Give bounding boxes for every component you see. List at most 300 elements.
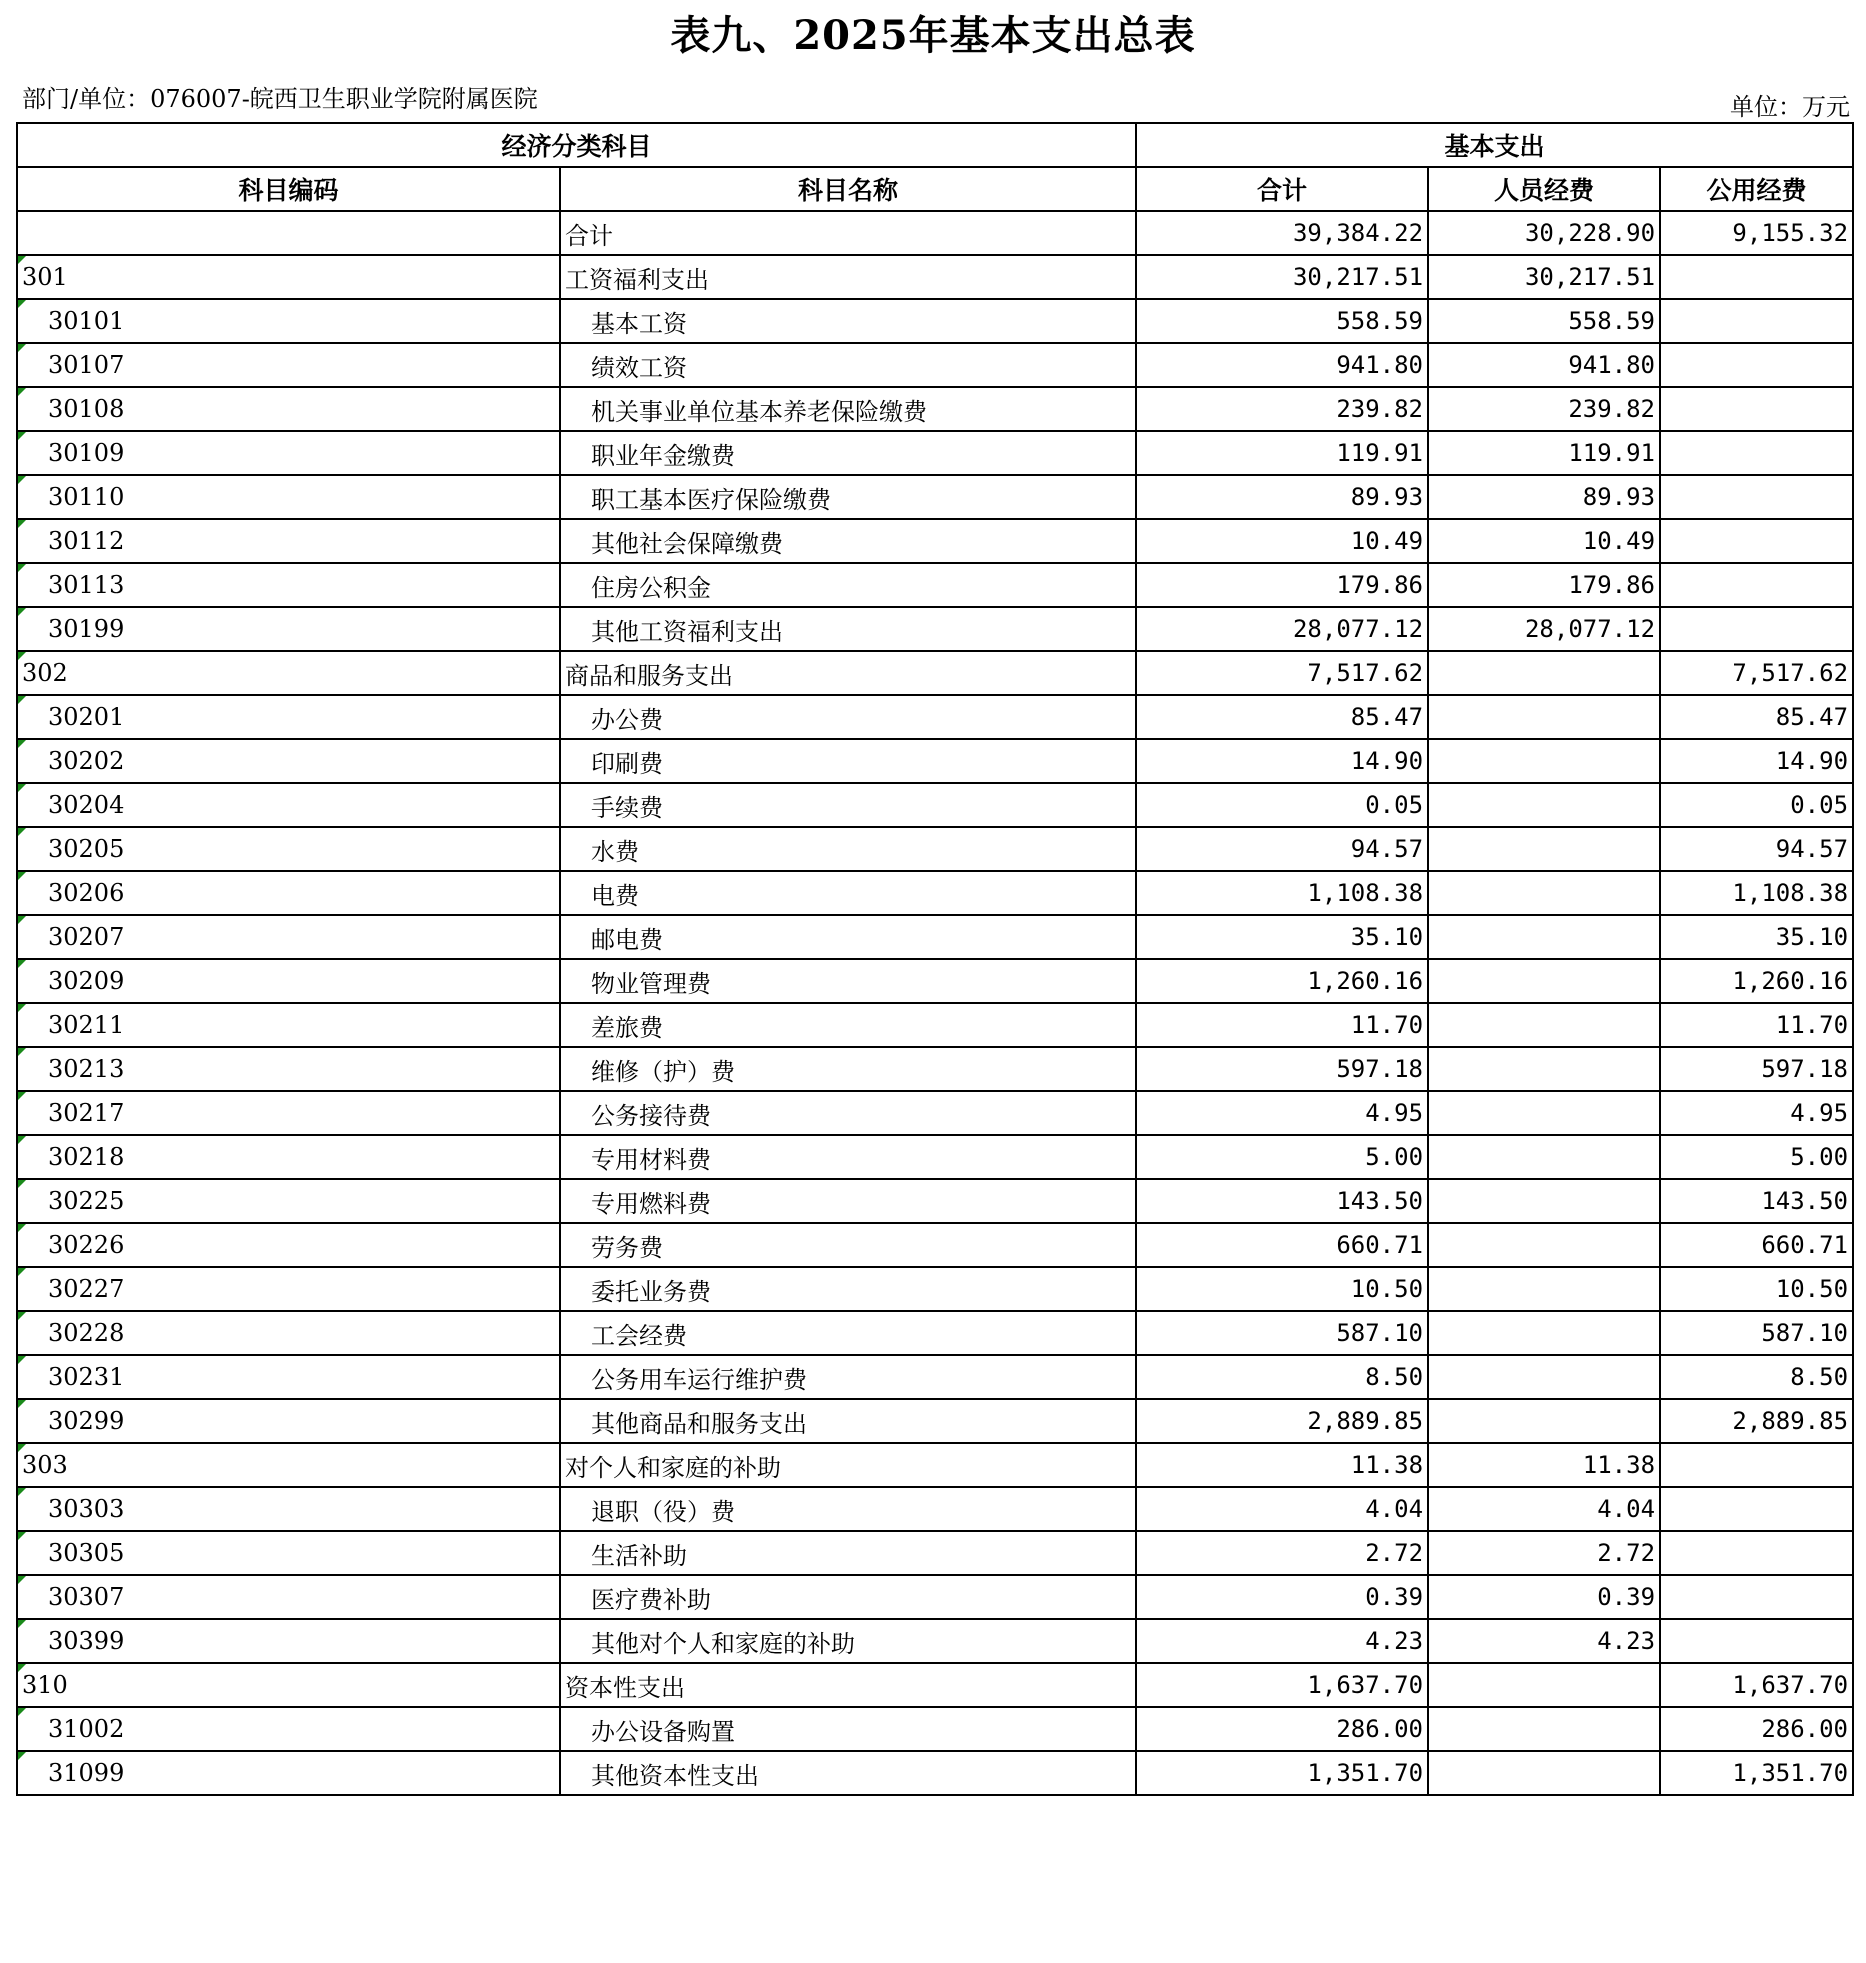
cell-name[interactable]: 邮电费 <box>560 915 1136 959</box>
cell-public[interactable] <box>1660 1575 1853 1619</box>
cell-name[interactable]: 绩效工资 <box>560 343 1136 387</box>
cell-name[interactable]: 公务接待费 <box>560 1091 1136 1135</box>
cell-code-text: 30228 <box>48 1319 125 1347</box>
table-row <box>17 1443 1853 1487</box>
cell-name[interactable]: 专用材料费 <box>560 1135 1136 1179</box>
text-number-marker-icon <box>18 696 26 704</box>
cell-code-text: 30213 <box>48 1055 125 1083</box>
cell-code[interactable] <box>17 387 560 431</box>
table-row <box>17 255 1853 299</box>
text-number-marker-icon <box>18 608 26 616</box>
cell-personnel[interactable]: 4.04 <box>1428 1487 1660 1531</box>
cell-public[interactable] <box>1660 255 1853 299</box>
cell-public[interactable] <box>1660 519 1853 563</box>
text-number-marker-icon <box>18 740 26 748</box>
cell-total[interactable]: 0.05 <box>1136 783 1428 827</box>
cell-code[interactable] <box>17 1135 560 1179</box>
cell-name[interactable]: 其他工资福利支出 <box>560 607 1136 651</box>
cell-personnel[interactable]: 11.38 <box>1428 1443 1660 1487</box>
cell-total[interactable]: 2.72 <box>1136 1531 1428 1575</box>
cell-total[interactable]: 1,108.38 <box>1136 871 1428 915</box>
text-number-marker-icon <box>18 1092 26 1100</box>
table-row <box>17 387 1853 431</box>
cell-name[interactable]: 资本性支出 <box>560 1663 1136 1707</box>
table-row <box>17 607 1853 651</box>
cell-total[interactable]: 8.50 <box>1136 1355 1428 1399</box>
text-number-marker-icon <box>18 564 26 572</box>
cell-code-text: 30209 <box>48 967 125 995</box>
table-row <box>17 959 1853 1003</box>
cell-code-text: 310 <box>22 1671 68 1699</box>
cell-code[interactable] <box>17 651 560 695</box>
cell-code[interactable] <box>17 1355 560 1399</box>
cell-code-text: 30112 <box>48 527 125 555</box>
cell-public[interactable]: 0.05 <box>1660 783 1853 827</box>
cell-code[interactable] <box>17 607 560 651</box>
cell-total[interactable]: 587.10 <box>1136 1311 1428 1355</box>
cell-code[interactable] <box>17 1663 560 1707</box>
cell-public[interactable] <box>1660 563 1853 607</box>
cell-code[interactable] <box>17 1399 560 1443</box>
cell-name[interactable]: 商品和服务支出 <box>560 651 1136 695</box>
cell-personnel[interactable]: 558.59 <box>1428 299 1660 343</box>
cell-public[interactable]: 5.00 <box>1660 1135 1853 1179</box>
cell-total[interactable]: 2,889.85 <box>1136 1399 1428 1443</box>
cell-name[interactable]: 委托业务费 <box>560 1267 1136 1311</box>
cell-personnel[interactable] <box>1428 1223 1660 1267</box>
cell-code[interactable] <box>17 519 560 563</box>
text-number-marker-icon <box>18 872 26 880</box>
cell-total[interactable]: 14.90 <box>1136 739 1428 783</box>
cell-personnel[interactable] <box>1428 739 1660 783</box>
cell-personnel[interactable] <box>1428 1003 1660 1047</box>
cell-code[interactable] <box>17 1751 560 1795</box>
cell-name[interactable]: 劳务费 <box>560 1223 1136 1267</box>
cell-code[interactable] <box>17 827 560 871</box>
cell-public[interactable] <box>1660 431 1853 475</box>
cell-total[interactable]: 89.93 <box>1136 475 1428 519</box>
cell-public[interactable]: 4.95 <box>1660 1091 1853 1135</box>
table-row <box>17 871 1853 915</box>
cell-personnel[interactable]: 0.39 <box>1428 1575 1660 1619</box>
cell-code[interactable] <box>17 1223 560 1267</box>
cell-public[interactable] <box>1660 1619 1853 1663</box>
text-number-marker-icon <box>18 784 26 792</box>
cell-code[interactable] <box>17 1531 560 1575</box>
cell-personnel[interactable] <box>1428 1267 1660 1311</box>
cell-public[interactable]: 597.18 <box>1660 1047 1853 1091</box>
cell-code-text: 30303 <box>48 1495 125 1523</box>
cell-code-text: 30202 <box>48 747 125 775</box>
cell-code-text: 30109 <box>48 439 125 467</box>
cell-public[interactable]: 8.50 <box>1660 1355 1853 1399</box>
cell-name[interactable]: 办公费 <box>560 695 1136 739</box>
cell-public[interactable]: 7,517.62 <box>1660 651 1853 695</box>
expenditure-table <box>16 122 1854 1796</box>
cell-public[interactable]: 2,889.85 <box>1660 1399 1853 1443</box>
text-number-marker-icon <box>18 1664 26 1672</box>
cell-code[interactable] <box>17 1267 560 1311</box>
text-number-marker-icon <box>18 828 26 836</box>
cell-personnel[interactable] <box>1428 1179 1660 1223</box>
cell-name[interactable]: 差旅费 <box>560 1003 1136 1047</box>
cell-personnel[interactable] <box>1428 1663 1660 1707</box>
cell-code-text: 31002 <box>48 1715 125 1743</box>
cell-public[interactable]: 1,351.70 <box>1660 1751 1853 1795</box>
cell-personnel[interactable]: 239.82 <box>1428 387 1660 431</box>
cell-code[interactable] <box>17 1443 560 1487</box>
text-number-marker-icon <box>18 1356 26 1364</box>
cell-personnel[interactable] <box>1428 1091 1660 1135</box>
text-number-marker-icon <box>18 652 26 660</box>
cell-personnel[interactable] <box>1428 827 1660 871</box>
cell-total[interactable]: 10.49 <box>1136 519 1428 563</box>
table-row <box>17 1047 1853 1091</box>
cell-name[interactable]: 办公设备购置 <box>560 1707 1136 1751</box>
cell-total[interactable]: 286.00 <box>1136 1707 1428 1751</box>
table-row <box>17 1707 1853 1751</box>
table-row <box>17 1135 1853 1179</box>
table-row <box>17 431 1853 475</box>
cell-total[interactable]: 5.00 <box>1136 1135 1428 1179</box>
cell-public[interactable]: 85.47 <box>1660 695 1853 739</box>
cell-public[interactable]: 94.57 <box>1660 827 1853 871</box>
cell-public[interactable] <box>1660 607 1853 651</box>
header-name: 科目名称 <box>560 167 1136 211</box>
cell-total[interactable]: 10.50 <box>1136 1267 1428 1311</box>
cell-total[interactable]: 85.47 <box>1136 695 1428 739</box>
cell-total[interactable]: 558.59 <box>1136 299 1428 343</box>
text-number-marker-icon <box>18 256 26 264</box>
cell-public[interactable] <box>1660 1531 1853 1575</box>
text-number-marker-icon <box>18 1400 26 1408</box>
cell-code-text: 30227 <box>48 1275 125 1303</box>
cell-code[interactable] <box>17 1707 560 1751</box>
cell-code-text: 30204 <box>48 791 125 819</box>
table-row <box>17 1355 1853 1399</box>
cell-total[interactable]: 143.50 <box>1136 1179 1428 1223</box>
cell-code[interactable] <box>17 695 560 739</box>
cell-code-text: 30225 <box>48 1187 125 1215</box>
cell-total[interactable]: 7,517.62 <box>1136 651 1428 695</box>
text-number-marker-icon <box>18 1488 26 1496</box>
cell-code[interactable] <box>17 211 560 255</box>
cell-name[interactable]: 其他商品和服务支出 <box>560 1399 1136 1443</box>
cell-code[interactable] <box>17 1179 560 1223</box>
cell-public[interactable]: 35.10 <box>1660 915 1853 959</box>
header-public: 公用经费 <box>1660 167 1853 211</box>
cell-personnel[interactable] <box>1428 915 1660 959</box>
table-row <box>17 739 1853 783</box>
table-row <box>17 519 1853 563</box>
cell-personnel[interactable]: 30,217.51 <box>1428 255 1660 299</box>
table-row <box>17 1751 1853 1795</box>
cell-code[interactable] <box>17 1003 560 1047</box>
table-row <box>17 1179 1853 1223</box>
table-row <box>17 651 1853 695</box>
cell-code-text: 30201 <box>48 703 125 731</box>
text-number-marker-icon <box>18 1268 26 1276</box>
cell-personnel[interactable]: 89.93 <box>1428 475 1660 519</box>
header-row-group <box>17 123 1853 167</box>
header-row-columns <box>17 167 1853 211</box>
cell-name[interactable]: 公务用车运行维护费 <box>560 1355 1136 1399</box>
cell-code-text: 30218 <box>48 1143 125 1171</box>
cell-code-text: 30217 <box>48 1099 125 1127</box>
cell-code-text: 30211 <box>48 1011 125 1039</box>
page-title: 表九、2025年基本支出总表 <box>670 12 1196 59</box>
cell-total[interactable]: 119.91 <box>1136 431 1428 475</box>
cell-total[interactable]: 94.57 <box>1136 827 1428 871</box>
cell-public[interactable] <box>1660 299 1853 343</box>
cell-name[interactable]: 水费 <box>560 827 1136 871</box>
cell-name[interactable]: 职工基本医疗保险缴费 <box>560 475 1136 519</box>
header-economic-category: 经济分类科目 <box>17 123 1136 167</box>
cell-code[interactable] <box>17 1311 560 1355</box>
table-row <box>17 211 1853 255</box>
table-row <box>17 1487 1853 1531</box>
text-number-marker-icon <box>18 1224 26 1232</box>
cell-public[interactable]: 1,637.70 <box>1660 1663 1853 1707</box>
cell-total[interactable]: 660.71 <box>1136 1223 1428 1267</box>
cell-code-text: 30305 <box>48 1539 125 1567</box>
text-number-marker-icon <box>18 300 26 308</box>
cell-code-text: 30299 <box>48 1407 125 1435</box>
cell-total[interactable]: 597.18 <box>1136 1047 1428 1091</box>
cell-code[interactable] <box>17 915 560 959</box>
cell-code-text: 31099 <box>48 1759 125 1787</box>
cell-code[interactable] <box>17 299 560 343</box>
table-row <box>17 827 1853 871</box>
cell-code-text: 30206 <box>48 879 125 907</box>
cell-total[interactable]: 179.86 <box>1136 563 1428 607</box>
cell-code-text: 30207 <box>48 923 125 951</box>
text-number-marker-icon <box>18 520 26 528</box>
cell-public[interactable]: 660.71 <box>1660 1223 1853 1267</box>
cell-name[interactable]: 生活补助 <box>560 1531 1136 1575</box>
cell-public[interactable]: 587.10 <box>1660 1311 1853 1355</box>
table-row <box>17 783 1853 827</box>
header-personnel: 人员经费 <box>1428 167 1660 211</box>
cell-personnel[interactable] <box>1428 651 1660 695</box>
cell-total[interactable]: 0.39 <box>1136 1575 1428 1619</box>
cell-code[interactable] <box>17 1487 560 1531</box>
cell-name[interactable]: 工资福利支出 <box>560 255 1136 299</box>
cell-code-text: 30307 <box>48 1583 125 1611</box>
table-row <box>17 475 1853 519</box>
cell-code-text: 30113 <box>48 571 125 599</box>
cell-name[interactable]: 手续费 <box>560 783 1136 827</box>
table-row <box>17 1267 1853 1311</box>
cell-code[interactable] <box>17 959 560 1003</box>
cell-total[interactable]: 239.82 <box>1136 387 1428 431</box>
cell-name[interactable]: 住房公积金 <box>560 563 1136 607</box>
cell-personnel[interactable]: 4.23 <box>1428 1619 1660 1663</box>
table-row <box>17 1531 1853 1575</box>
text-number-marker-icon <box>18 1180 26 1188</box>
text-number-marker-icon <box>18 1048 26 1056</box>
cell-public[interactable] <box>1660 1487 1853 1531</box>
cell-name[interactable]: 机关事业单位基本养老保险缴费 <box>560 387 1136 431</box>
cell-name[interactable]: 维修（护）费 <box>560 1047 1136 1091</box>
cell-name[interactable]: 物业管理费 <box>560 959 1136 1003</box>
cell-name[interactable]: 医疗费补助 <box>560 1575 1136 1619</box>
cell-public[interactable]: 9,155.32 <box>1660 211 1853 255</box>
unit-label: 单位：万元 <box>1730 93 1850 121</box>
cell-code[interactable] <box>17 1619 560 1663</box>
cell-code-text: 30108 <box>48 395 125 423</box>
table-row <box>17 299 1853 343</box>
text-number-marker-icon <box>18 388 26 396</box>
cell-name[interactable]: 基本工资 <box>560 299 1136 343</box>
text-number-marker-icon <box>18 344 26 352</box>
text-number-marker-icon <box>18 1620 26 1628</box>
text-number-marker-icon <box>18 1576 26 1584</box>
table-row <box>17 915 1853 959</box>
cell-personnel[interactable]: 30,228.90 <box>1428 211 1660 255</box>
text-number-marker-icon <box>18 1136 26 1144</box>
cell-code[interactable] <box>17 783 560 827</box>
cell-public[interactable] <box>1660 475 1853 519</box>
cell-personnel[interactable] <box>1428 1135 1660 1179</box>
table-row <box>17 1399 1853 1443</box>
text-number-marker-icon <box>18 1708 26 1716</box>
cell-personnel[interactable] <box>1428 1355 1660 1399</box>
cell-personnel[interactable]: 2.72 <box>1428 1531 1660 1575</box>
cell-total[interactable]: 1,260.16 <box>1136 959 1428 1003</box>
cell-personnel[interactable]: 179.86 <box>1428 563 1660 607</box>
cell-public[interactable]: 286.00 <box>1660 1707 1853 1751</box>
cell-public[interactable]: 11.70 <box>1660 1003 1853 1047</box>
text-number-marker-icon <box>18 1444 26 1452</box>
cell-code[interactable] <box>17 255 560 299</box>
cell-code[interactable] <box>17 739 560 783</box>
cell-code-text: 302 <box>22 659 68 687</box>
cell-total[interactable]: 941.80 <box>1136 343 1428 387</box>
cell-personnel[interactable] <box>1428 1047 1660 1091</box>
cell-total[interactable]: 1,637.70 <box>1136 1663 1428 1707</box>
table-row <box>17 1003 1853 1047</box>
table-row <box>17 343 1853 387</box>
cell-code-text: 303 <box>22 1451 68 1479</box>
text-number-marker-icon <box>18 916 26 924</box>
cell-personnel[interactable] <box>1428 1399 1660 1443</box>
cell-code[interactable] <box>17 1047 560 1091</box>
cell-code-text: 30101 <box>48 307 125 335</box>
cell-code[interactable] <box>17 563 560 607</box>
cell-name[interactable]: 其他社会保障缴费 <box>560 519 1136 563</box>
cell-total[interactable]: 4.23 <box>1136 1619 1428 1663</box>
cell-total[interactable]: 11.70 <box>1136 1003 1428 1047</box>
cell-name[interactable]: 工会经费 <box>560 1311 1136 1355</box>
cell-code-text: 30107 <box>48 351 125 379</box>
table-row <box>17 695 1853 739</box>
cell-name[interactable]: 职业年金缴费 <box>560 431 1136 475</box>
text-number-marker-icon <box>18 1312 26 1320</box>
cell-personnel[interactable]: 119.91 <box>1428 431 1660 475</box>
table-body <box>17 211 1853 1795</box>
cell-name[interactable]: 其他对个人和家庭的补助 <box>560 1619 1136 1663</box>
cell-personnel[interactable] <box>1428 695 1660 739</box>
cell-public[interactable]: 10.50 <box>1660 1267 1853 1311</box>
table-row <box>17 1619 1853 1663</box>
cell-code-text: 30205 <box>48 835 125 863</box>
table-row <box>17 1223 1853 1267</box>
cell-personnel[interactable]: 28,077.12 <box>1428 607 1660 651</box>
cell-personnel[interactable] <box>1428 959 1660 1003</box>
department-label: 部门/单位：076007-皖西卫生职业学院附属医院 <box>22 85 538 113</box>
cell-name[interactable]: 专用燃料费 <box>560 1179 1136 1223</box>
cell-personnel[interactable] <box>1428 783 1660 827</box>
table-row <box>17 1575 1853 1619</box>
cell-code-text: 30231 <box>48 1363 125 1391</box>
cell-personnel[interactable]: 941.80 <box>1428 343 1660 387</box>
cell-code-text: 30110 <box>48 483 125 511</box>
cell-total[interactable]: 35.10 <box>1136 915 1428 959</box>
cell-name[interactable]: 印刷费 <box>560 739 1136 783</box>
text-number-marker-icon <box>18 1532 26 1540</box>
cell-personnel[interactable] <box>1428 1311 1660 1355</box>
cell-public[interactable]: 1,108.38 <box>1660 871 1853 915</box>
cell-public[interactable] <box>1660 387 1853 431</box>
cell-total[interactable]: 28,077.12 <box>1136 607 1428 651</box>
cell-name[interactable]: 对个人和家庭的补助 <box>560 1443 1136 1487</box>
cell-code[interactable] <box>17 1575 560 1619</box>
cell-public[interactable]: 14.90 <box>1660 739 1853 783</box>
cell-code[interactable] <box>17 475 560 519</box>
cell-code[interactable] <box>17 343 560 387</box>
cell-code-text: 30226 <box>48 1231 125 1259</box>
cell-code[interactable] <box>17 1091 560 1135</box>
cell-personnel[interactable] <box>1428 1751 1660 1795</box>
cell-code-text: 301 <box>22 263 68 291</box>
cell-name[interactable]: 其他资本性支出 <box>560 1751 1136 1795</box>
cell-total[interactable]: 4.95 <box>1136 1091 1428 1135</box>
header-basic-expenditure: 基本支出 <box>1136 123 1853 167</box>
cell-public[interactable] <box>1660 1443 1853 1487</box>
text-number-marker-icon <box>18 960 26 968</box>
cell-total[interactable]: 39,384.22 <box>1136 211 1428 255</box>
text-number-marker-icon <box>18 432 26 440</box>
text-number-marker-icon <box>18 476 26 484</box>
cell-total[interactable]: 1,351.70 <box>1136 1751 1428 1795</box>
table-row <box>17 563 1853 607</box>
cell-public[interactable]: 1,260.16 <box>1660 959 1853 1003</box>
text-number-marker-icon <box>18 1004 26 1012</box>
header-total: 合计 <box>1136 167 1428 211</box>
cell-total[interactable]: 4.04 <box>1136 1487 1428 1531</box>
cell-public[interactable]: 143.50 <box>1660 1179 1853 1223</box>
cell-name[interactable]: 电费 <box>560 871 1136 915</box>
text-number-marker-icon <box>18 1752 26 1760</box>
cell-name[interactable]: 退职（役）费 <box>560 1487 1136 1531</box>
table-row <box>17 1663 1853 1707</box>
table-row <box>17 1091 1853 1135</box>
cell-name[interactable]: 合计 <box>560 211 1136 255</box>
cell-personnel[interactable] <box>1428 1707 1660 1751</box>
cell-personnel[interactable] <box>1428 871 1660 915</box>
cell-personnel[interactable]: 10.49 <box>1428 519 1660 563</box>
header-code: 科目编码 <box>17 167 560 211</box>
cell-total[interactable]: 30,217.51 <box>1136 255 1428 299</box>
cell-total[interactable]: 11.38 <box>1136 1443 1428 1487</box>
cell-code[interactable] <box>17 431 560 475</box>
cell-code-text: 30199 <box>48 615 125 643</box>
table-row <box>17 1311 1853 1355</box>
cell-public[interactable] <box>1660 343 1853 387</box>
cell-code[interactable] <box>17 871 560 915</box>
cell-code-text: 30399 <box>48 1627 125 1655</box>
